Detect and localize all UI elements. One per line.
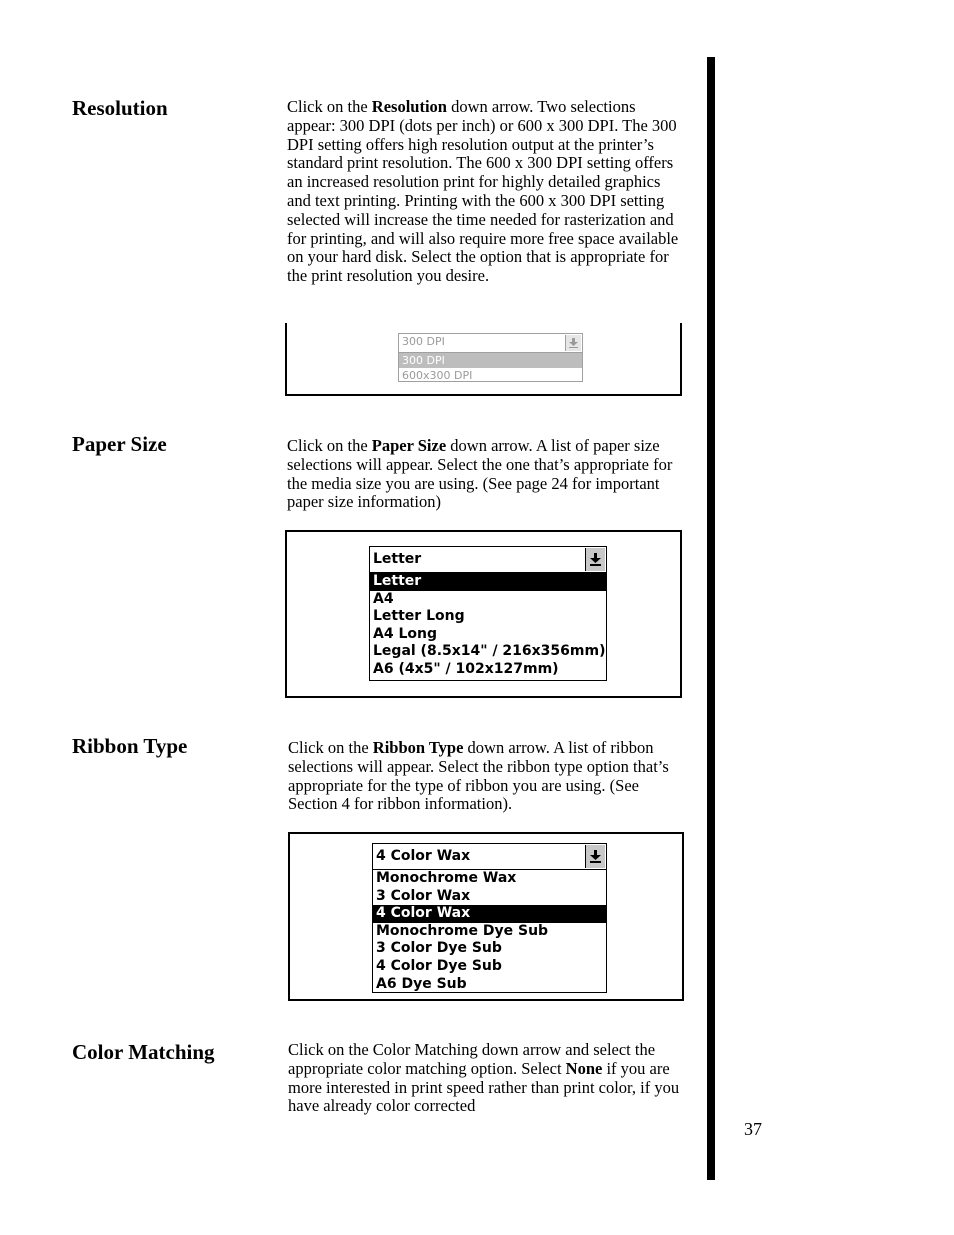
paper-size-down-arrow-button[interactable] <box>585 548 605 571</box>
list-item[interactable]: 3 Color Dye Sub <box>376 940 502 957</box>
paper-size-options-list <box>369 572 607 681</box>
screenshot-resolution <box>285 323 682 396</box>
ribbon-type-options-list <box>372 869 607 993</box>
paragraph-color-matching: Click on the Color Matching down arrow and select the appropriate color matching option. Select None if you are more interested in print speed rather than print color, if you have already color corrected <box>288 1040 680 1116</box>
list-item[interactable]: A4 Long <box>373 625 437 642</box>
heading-color-matching: Color Matching <box>72 1040 215 1064</box>
list-item[interactable]: 300 DPI <box>399 353 582 368</box>
ribbon-type-selected-value: 4 Color Wax <box>376 848 471 864</box>
resolution-combo[interactable] <box>398 333 583 353</box>
list-item[interactable]: Letter Long <box>373 608 465 625</box>
list-item[interactable]: Legal (8.5x14" / 216x356mm) <box>373 643 606 660</box>
term-none: None <box>565 1058 603 1078</box>
down-arrow-icon <box>590 553 601 566</box>
margin-rule <box>707 57 715 1180</box>
ribbon-type-combo[interactable] <box>372 843 607 870</box>
term-ribbon-type: Ribbon Type <box>372 738 464 757</box>
list-item[interactable]: A6 Dye Sub <box>376 975 467 992</box>
heading-paper-size: Paper Size <box>72 432 167 456</box>
list-item[interactable]: 4 Color Wax <box>373 905 606 923</box>
list-item[interactable]: Monochrome Dye Sub <box>376 922 549 939</box>
paper-size-selected-value: Letter <box>373 551 422 567</box>
heading-ribbon-type: Ribbon Type <box>72 734 188 758</box>
list-item[interactable]: 4 Color Dye Sub <box>376 957 502 974</box>
resolution-options-list <box>398 352 583 382</box>
list-item[interactable]: Monochrome Wax <box>376 870 517 886</box>
down-arrow-icon <box>569 338 578 348</box>
list-item[interactable]: Letter <box>370 573 606 591</box>
paragraph-paper-size: Click on the Paper Size down arrow. A list of paper size selections will appear. Select the one that’s appropriate for the media size you are using. (See page 24 for important paper size information) <box>287 436 673 512</box>
screenshot-ribbon-type <box>288 832 684 1001</box>
list-item[interactable]: 600x300 DPI <box>402 369 473 382</box>
paragraph-ribbon-type: Click on the Ribbon Type down arrow. A list of ribbon selections will appear. Select the ribbon type option that’s appropriate for the type of ribbon you are using. (See Section 4 for ribbon information). <box>288 738 669 814</box>
down-arrow-icon <box>590 850 601 863</box>
list-item[interactable]: A4 <box>373 590 394 607</box>
paragraph-resolution: Click on the Resolution down arrow. Two selections appear: 300 DPI (dots per inch) or 600 x 300 DPI. The 300 DPI setting offers high resolution output at the printer’s standard print resolution. The 600 x 300 DPI setting offers an increased resolution print for highly detailed graphics and text printing. Printing with the 600 x 300 DPI setting selected will increase the time needed for rasterization and for printing, and will also require more free space available on your hard disk. Select the option that is appropriate for the print resolution you desire. <box>287 97 679 286</box>
page-number: 37 <box>744 1119 762 1139</box>
term-paper-size: Paper Size <box>371 436 447 455</box>
resolution-selected-value: 300 DPI <box>402 335 445 348</box>
paper-size-combo[interactable] <box>369 546 607 573</box>
list-item[interactable]: 3 Color Wax <box>376 887 471 904</box>
ribbon-type-down-arrow-button[interactable] <box>585 845 605 868</box>
screenshot-paper-size <box>285 530 682 698</box>
term-resolution: Resolution <box>371 97 447 116</box>
heading-resolution: Resolution <box>72 96 168 120</box>
list-item[interactable]: A6 (4x5" / 102x127mm) <box>373 660 559 677</box>
resolution-down-arrow-button[interactable] <box>565 335 581 351</box>
